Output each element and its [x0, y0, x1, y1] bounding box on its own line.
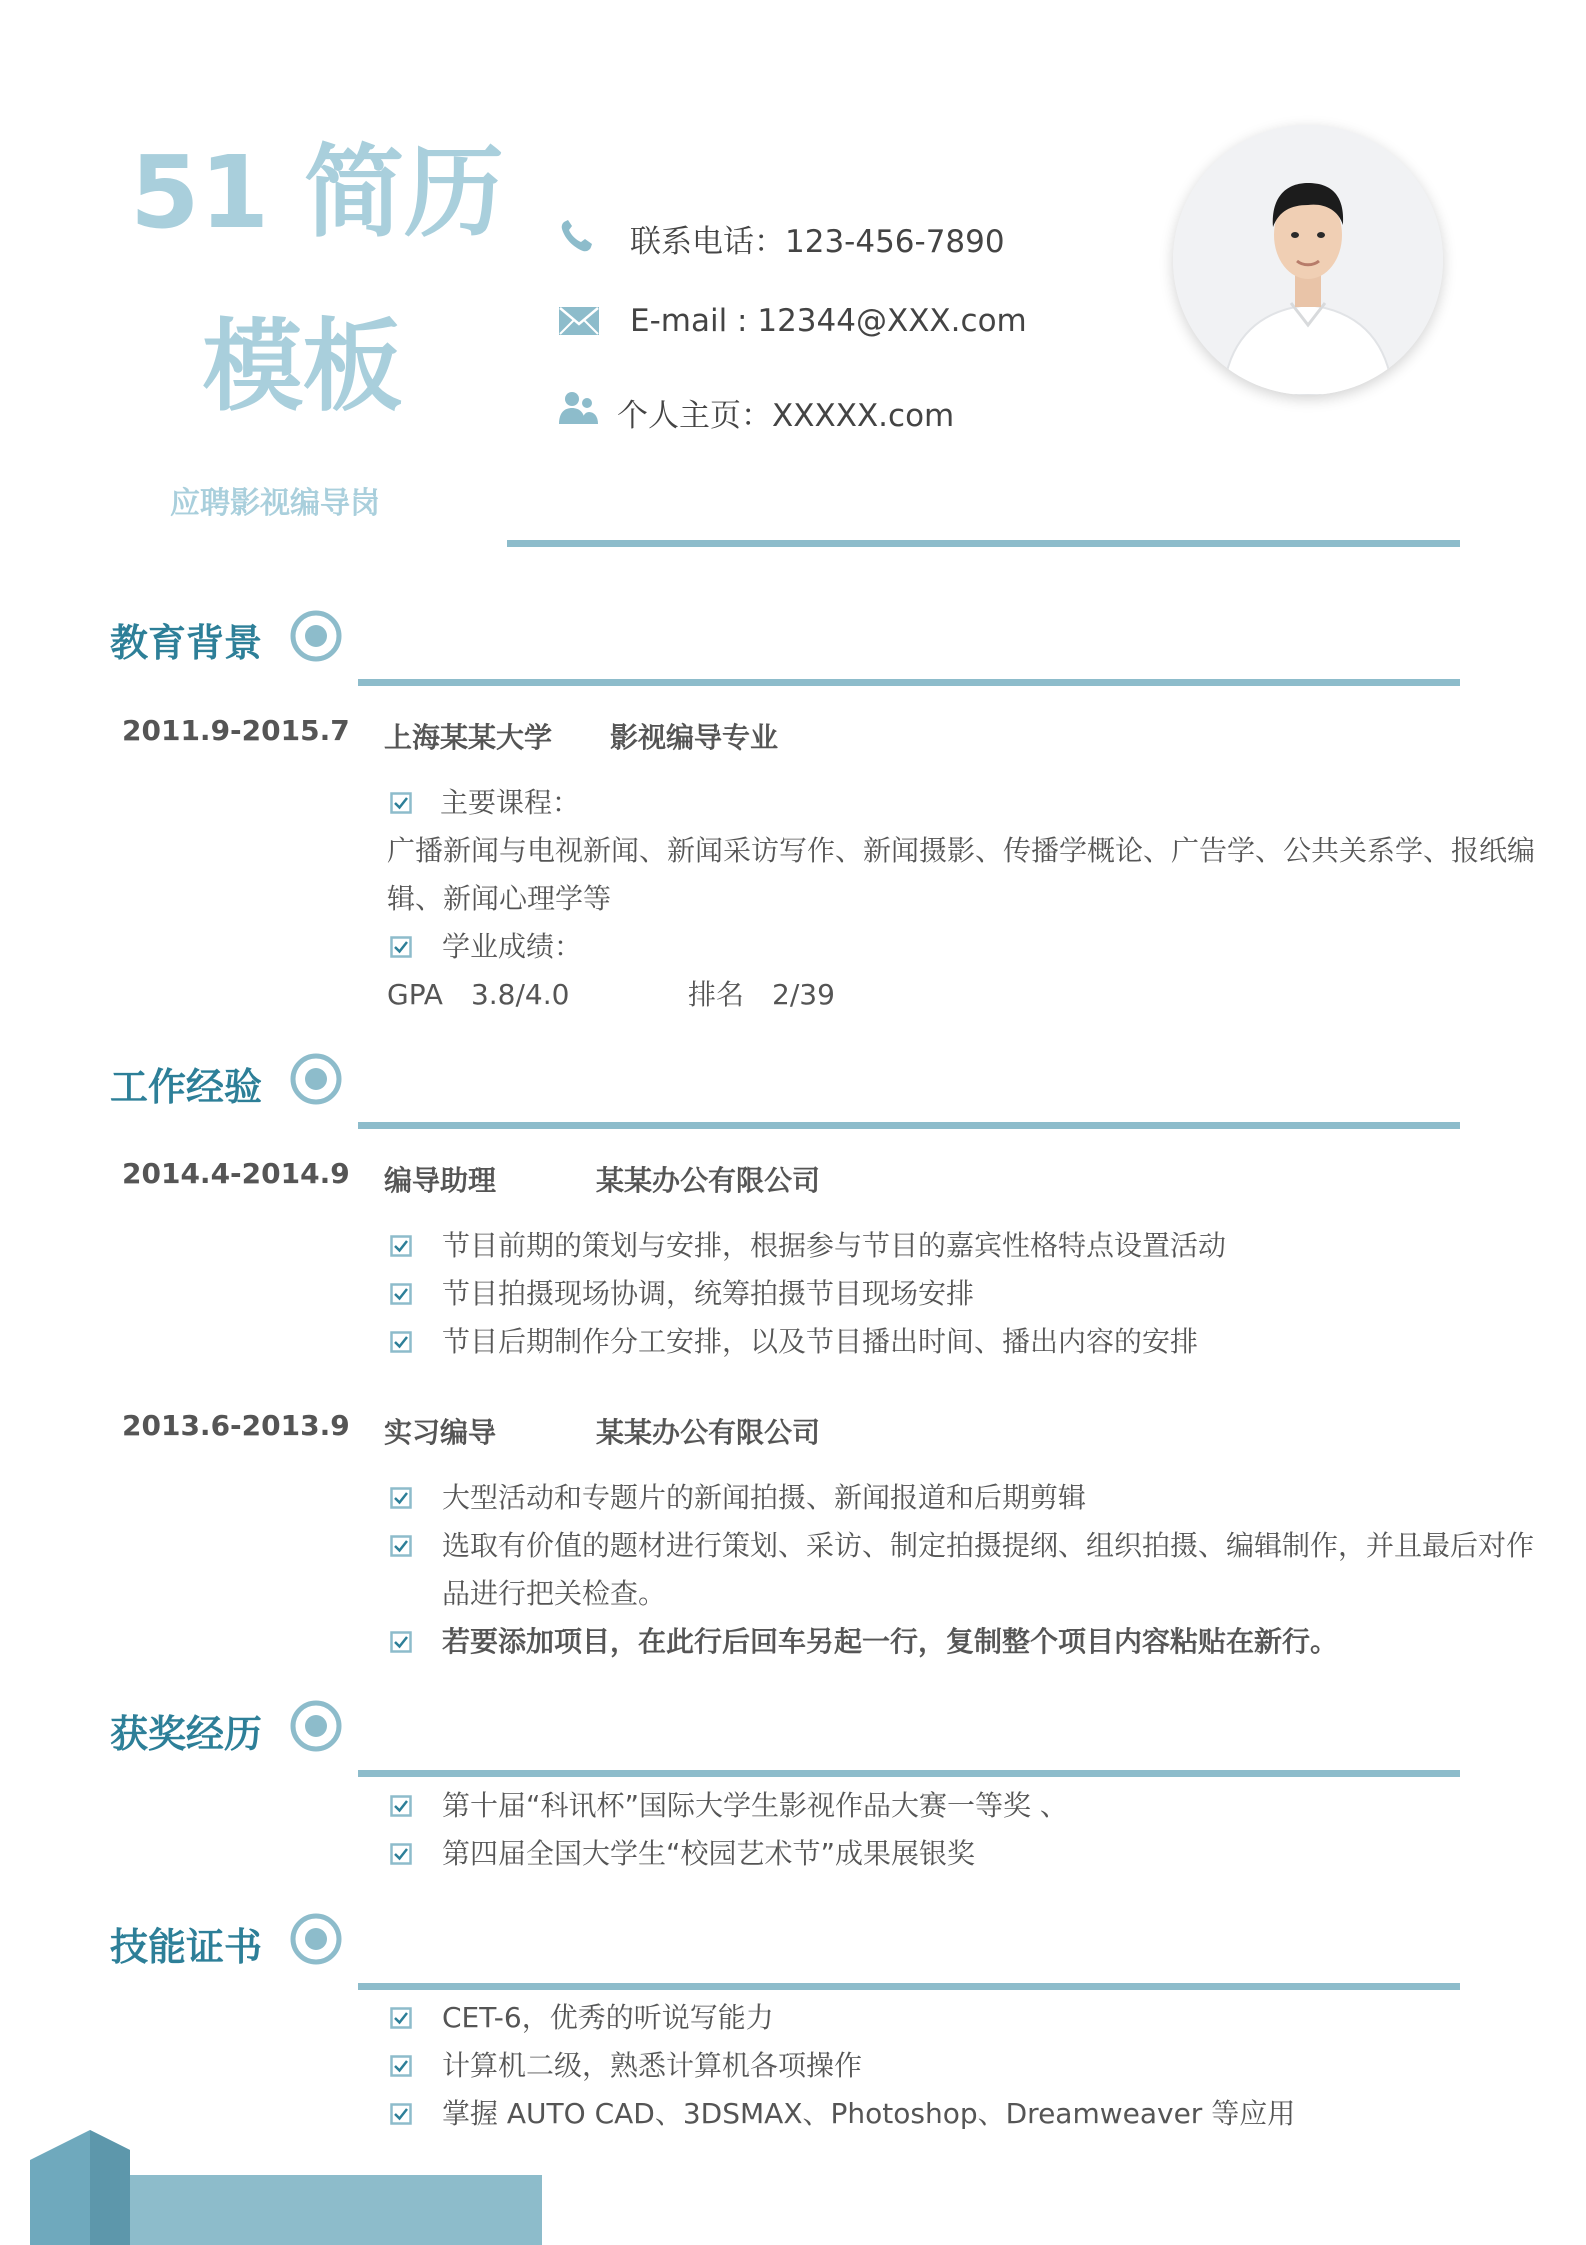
checkbox-icon [390, 936, 412, 958]
skill-item: 掌握 AUTO CAD、3DSMAX、Photoshop、Dreamweaver 等应用 [442, 2097, 1296, 2130]
mail-icon [558, 304, 600, 340]
job2-date: 2013.6-2013.9 [122, 1409, 350, 1442]
target-icon [290, 1913, 342, 1965]
award-item: 第十届“科讯杯”国际大学生影视作品大赛一等奖 、 [442, 1789, 1068, 1822]
avatar [1173, 125, 1443, 395]
checkbox-icon [390, 1631, 412, 1653]
contact-homepage: 个人主页：XXXXX.com [617, 398, 955, 434]
header-divider [507, 540, 1460, 547]
checkbox-icon [390, 2103, 412, 2125]
job1-item: 节目后期制作分工安排，以及节目播出时间、播出内容的安排 [442, 1325, 1199, 1358]
rank: 排名 2/39 [688, 978, 835, 1011]
contact-phone: 联系电话：123-456-7890 [630, 224, 1005, 260]
job1-date: 2014.4-2014.9 [122, 1157, 350, 1190]
job1-role: 编导助理 [384, 1164, 497, 1197]
job2-item-continued: 品进行把关检查。 [442, 1577, 667, 1610]
job2-item: 选取有价值的题材进行策划、采访、制定拍摄提纲、组织拍摄、编辑制作，并且最后对作 [442, 1529, 1535, 1562]
job1-item: 节目拍摄现场协调，统筹拍摄节目现场安排 [442, 1277, 975, 1310]
job2-company: 某某办公有限公司 [596, 1416, 821, 1449]
section-title-education: 教育背景 [110, 621, 263, 665]
decor-block-left [30, 2130, 130, 2245]
job2-role: 实习编导 [384, 1416, 497, 1449]
checkbox-icon [390, 1331, 412, 1353]
section-divider [358, 1122, 1460, 1129]
award-item: 第四届全国大学生“校园艺术节”成果展银奖 [442, 1837, 976, 1870]
job1-item: 节目前期的策划与安排，根据参与节目的嘉宾性格特点设置活动 [442, 1229, 1227, 1262]
portrait-photo [1173, 125, 1443, 395]
checkbox-icon [390, 792, 412, 814]
target-icon [290, 1053, 342, 1105]
checkbox-icon [390, 1843, 412, 1865]
checkbox-icon [390, 1235, 412, 1257]
decor-block-right [130, 2175, 542, 2245]
job1-company: 某某办公有限公司 [596, 1164, 821, 1197]
skill-item: CET-6，优秀的听说写能力 [442, 2001, 774, 2034]
people-icon [558, 390, 600, 426]
course-list-line1: 广播新闻与电视新闻、新闻采访写作、新闻摄影、传播学概论、广告学、公共关系学、报纸编 [387, 834, 1536, 867]
checkbox-icon [390, 2007, 412, 2029]
checkbox-icon [390, 2055, 412, 2077]
target-icon [290, 610, 342, 662]
checkbox-icon [390, 1535, 412, 1557]
section-title-work: 工作经验 [110, 1065, 263, 1109]
resume-title-line2: 模板 [202, 308, 403, 425]
grade-label: 学业成绩： [442, 930, 583, 963]
resume-title-line1: 51 简历 [130, 134, 504, 251]
job2-item: 大型活动和专题片的新闻拍摄、新闻报道和后期剪辑 [442, 1481, 1087, 1514]
section-divider [358, 1983, 1460, 1990]
skill-item: 计算机二级，熟悉计算机各项操作 [442, 2049, 863, 2082]
job-target: 应聘影视编导岗 [170, 486, 380, 521]
edu-school: 上海某某大学 [384, 721, 553, 754]
target-icon [290, 1700, 342, 1752]
job2-item-note: 若要添加项目，在此行后回车另起一行，复制整个项目内容粘贴在新行。 [442, 1625, 1339, 1658]
phone-icon [558, 218, 600, 254]
section-divider [358, 679, 1460, 686]
section-title-skills: 技能证书 [110, 1925, 263, 1969]
section-divider [358, 1770, 1460, 1777]
course-label: 主要课程： [440, 786, 581, 819]
edu-major: 影视编导专业 [610, 721, 779, 754]
section-title-awards: 获奖经历 [110, 1712, 263, 1756]
contact-email: E-mail : 12344@XXX.com [630, 303, 1027, 339]
checkbox-icon [390, 1795, 412, 1817]
checkbox-icon [390, 1283, 412, 1305]
checkbox-icon [390, 1487, 412, 1509]
course-list-line2: 辑、新闻心理学等 [387, 882, 612, 915]
edu-date: 2011.9-2015.7 [122, 714, 350, 747]
gpa: GPA 3.8/4.0 [387, 978, 570, 1011]
